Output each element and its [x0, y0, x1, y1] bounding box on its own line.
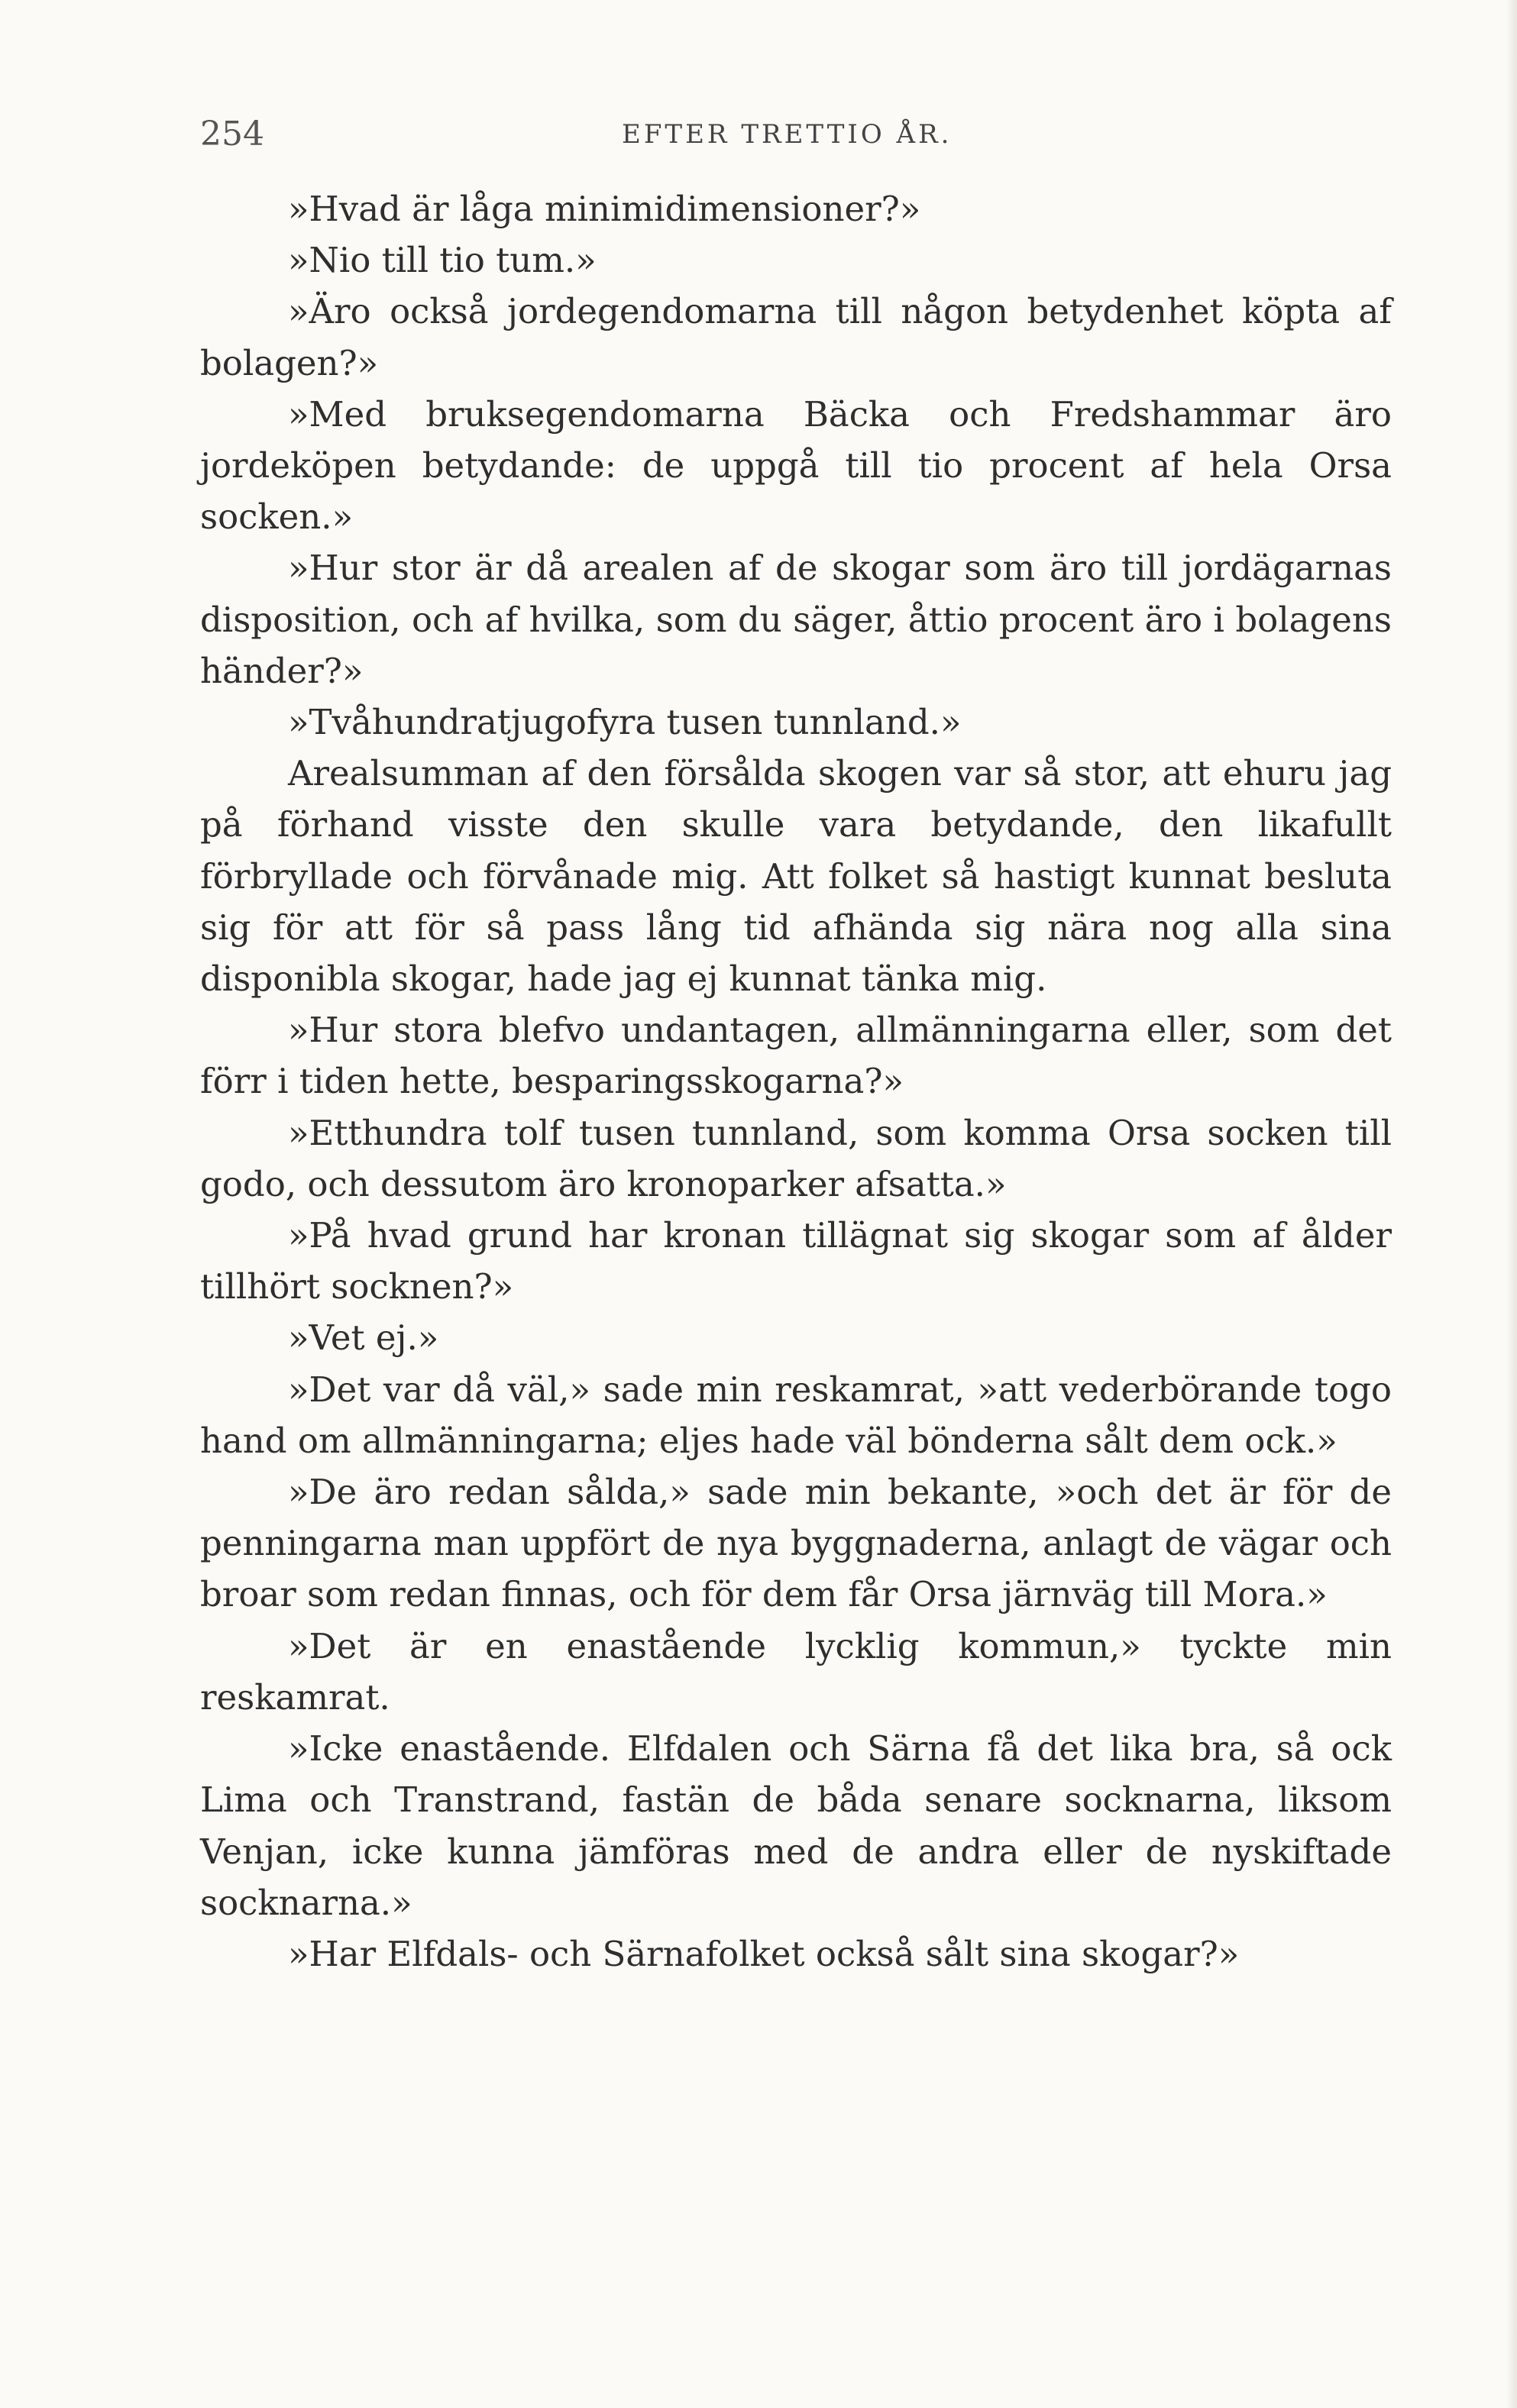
- paragraph: »Tvåhundratjugofyra tusen tunnland.»: [288, 702, 962, 743]
- paragraph: »Etthundra tolf tusen tunnland, som komma Orsa socken till godo, och dessutom äro kronoparker afsatta.»: [200, 1112, 1392, 1204]
- paragraph: »På hvad grund har kronan tillägnat sig skogar som af ålder tillhört socknen?»: [200, 1215, 1392, 1307]
- paragraph: »Det var då väl,» sade min reskamrat, »att vederbörande togo hand om allmänningarna; eljes hade väl bönderna sålt dem ock.»: [200, 1369, 1392, 1461]
- paragraph: »Har Elfdals- och Särnafolket också sålt sina skogar?»: [288, 1933, 1240, 1974]
- page-header: [200, 115, 1392, 168]
- paragraph: Arealsumman af den försålda skogen var så stor, att ehuru jag på förhand visste den skulle vara betydande, den likafullt förbryllade och förvånade mig. Att folket så hastigt kunnat besluta sig för att för så pass lång tid afhända sig nära nog alla sina disponibla skogar, hade jag ej kunnat tänka mig.: [200, 753, 1392, 1000]
- page-edge-shadow: [1506, 0, 1517, 2408]
- paragraph: »De äro redan sålda,» sade min bekante, »och det är för de penningarna man uppfört de nya byggnaderna, anlagt de vägar och broar som redan finnas, och för dem får Orsa järnväg till Mora.»: [200, 1472, 1392, 1615]
- paragraph: »Icke enastående. Elfdalen och Särna få det lika bra, så ock Lima och Transtrand, fastän de båda senare socknarna, liksom Venjan, icke kunna jämföras med de andra eller de nyskiftade socknarna.»: [200, 1728, 1392, 1923]
- paragraph: »Äro också jordegendomarna till någon betydenhet köpta af bolagen?»: [200, 291, 1392, 383]
- paragraph: »Hur stor är då arealen af de skogar som äro till jordägarnas disposition, och af hvilka, som du säger, åttio procent äro i bolagens händer?»: [200, 548, 1392, 691]
- running-title: EFTER TRETTIO ÅR.: [622, 119, 953, 150]
- paragraph: »Nio till tio tum.»: [288, 240, 597, 281]
- paragraph: »Vet ej.»: [288, 1317, 439, 1359]
- paragraph: »Hur stora blefvo undantagen, allmänningarna eller, som det förr i tiden hette, besparingsskogarna?»: [200, 1010, 1392, 1102]
- paragraph: »Hvad är låga minimidimensioner?»: [288, 189, 921, 229]
- body-text: [200, 183, 1392, 1980]
- paragraph: »Det är en enastående lycklig kommun,» tyckte min reskamrat.: [200, 1625, 1392, 1718]
- paragraph: »Med bruksegendomarna Bäcka och Fredshammar äro jordeköpen betydande: de uppgå till tio procent af hela Orsa socken.»: [200, 393, 1392, 538]
- page-number: 254: [200, 115, 264, 154]
